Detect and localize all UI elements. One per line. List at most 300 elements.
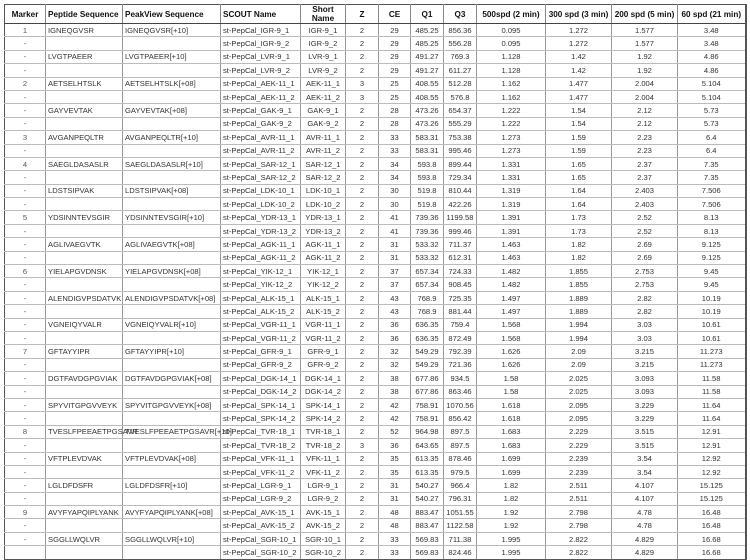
cell-time-500spd: 1.482 — [477, 278, 546, 291]
table-row — [5, 546, 746, 559]
cell-z: 2 — [346, 331, 379, 344]
cell-short-name: IGR-9_1 — [301, 24, 346, 37]
cell-z: 2 — [346, 372, 379, 385]
cell-short-name: VFK-11_1 — [301, 452, 346, 465]
cell-q1: 408.55 — [411, 77, 444, 90]
cell-short-name: SAR-12_1 — [301, 157, 346, 170]
cell-time-500spd: 1.128 — [477, 50, 546, 63]
column-header-scout-name: SCOUT Name — [221, 5, 301, 24]
cell-time-200spd: 2.753 — [612, 265, 678, 278]
cell-peptide-sequence — [46, 224, 123, 237]
cell-peptide-sequence: AVGANPEQLTR — [46, 131, 123, 144]
cell-ce: 36 — [379, 439, 411, 452]
cell-time-500spd: 1.222 — [477, 104, 546, 117]
cell-time-500spd: 1.82 — [477, 479, 546, 492]
cell-marker: 4 — [5, 157, 46, 170]
cell-time-300spd: 1.994 — [546, 331, 612, 344]
cell-short-name: GFR-9_1 — [301, 345, 346, 358]
cell-short-name: LVR-9_2 — [301, 64, 346, 77]
cell-ce: 42 — [379, 412, 411, 425]
cell-marker — [5, 546, 46, 559]
cell-peakview-sequence: LGLDFDSFR[+10] — [123, 479, 221, 492]
cell-z: 2 — [346, 465, 379, 478]
table-row — [5, 412, 746, 425]
cell-time-500spd: 1.92 — [477, 519, 546, 532]
cell-marker: - — [5, 104, 46, 117]
cell-z: 2 — [346, 251, 379, 264]
cell-time-200spd: 4.829 — [612, 532, 678, 545]
cell-short-name: LVR-9_1 — [301, 50, 346, 63]
cell-time-60spd: 8.13 — [678, 211, 746, 224]
cell-q3: 995.46 — [444, 144, 477, 157]
cell-time-300spd: 1.477 — [546, 77, 612, 90]
cell-time-500spd: 1.618 — [477, 412, 546, 425]
cell-q1: 519.8 — [411, 184, 444, 197]
cell-time-500spd: 1.568 — [477, 318, 546, 331]
cell-marker: - — [5, 331, 46, 344]
cell-time-500spd: 1.497 — [477, 305, 546, 318]
cell-time-300spd: 1.73 — [546, 224, 612, 237]
cell-marker: - — [5, 519, 46, 532]
column-header-time-500spd: 500spd (2 min) — [477, 5, 546, 24]
cell-time-500spd: 1.497 — [477, 291, 546, 304]
cell-time-60spd: 10.61 — [678, 318, 746, 331]
cell-time-200spd: 4.78 — [612, 506, 678, 519]
cell-peptide-sequence: AGLIVAEGVTK — [46, 238, 123, 251]
cell-time-500spd: 0.095 — [477, 37, 546, 50]
cell-time-500spd: 1.482 — [477, 265, 546, 278]
cell-time-200spd: 3.229 — [612, 398, 678, 411]
cell-q1: 533.32 — [411, 251, 444, 264]
cell-time-500spd: 1.699 — [477, 452, 546, 465]
cell-time-500spd: 0.095 — [477, 24, 546, 37]
table-row — [5, 90, 746, 103]
cell-time-500spd: 1.683 — [477, 439, 546, 452]
cell-ce: 33 — [379, 546, 411, 559]
cell-time-300spd: 1.59 — [546, 131, 612, 144]
cell-peakview-sequence: YDSINNTEVSGIR[+10] — [123, 211, 221, 224]
table-row — [5, 24, 746, 37]
table-row — [5, 305, 746, 318]
cell-marker: - — [5, 358, 46, 371]
cell-time-200spd: 1.92 — [612, 50, 678, 63]
cell-short-name: LGR-9_1 — [301, 479, 346, 492]
cell-scout-name: st-PepCal_LDK-10_2 — [221, 198, 301, 211]
cell-time-200spd: 3.03 — [612, 318, 678, 331]
cell-time-60spd: 9.125 — [678, 238, 746, 251]
cell-marker: - — [5, 465, 46, 478]
cell-scout-name: st-PepCal_VGR-11_2 — [221, 331, 301, 344]
cell-time-60spd: 7.35 — [678, 157, 746, 170]
cell-ce: 30 — [379, 198, 411, 211]
cell-marker: - — [5, 171, 46, 184]
cell-ce: 28 — [379, 117, 411, 130]
cell-ce: 30 — [379, 184, 411, 197]
cell-time-300spd: 1.855 — [546, 265, 612, 278]
table-row — [5, 519, 746, 532]
cell-scout-name: st-PepCal_YIK-12_2 — [221, 278, 301, 291]
cell-q1: 964.98 — [411, 425, 444, 438]
cell-time-500spd: 1.568 — [477, 331, 546, 344]
cell-peptide-sequence — [46, 492, 123, 505]
cell-peakview-sequence — [123, 412, 221, 425]
cell-time-60spd: 12.92 — [678, 452, 746, 465]
cell-time-200spd: 4.829 — [612, 546, 678, 559]
cell-peptide-sequence: LVGTPAEER — [46, 50, 123, 63]
cell-time-60spd: 9.45 — [678, 278, 746, 291]
cell-short-name: SAR-12_2 — [301, 171, 346, 184]
cell-q1: 768.9 — [411, 305, 444, 318]
cell-marker: - — [5, 251, 46, 264]
table-row — [5, 211, 746, 224]
table-row — [5, 117, 746, 130]
cell-q3: 1122.58 — [444, 519, 477, 532]
peptide-table — [4, 4, 747, 560]
cell-z: 2 — [346, 171, 379, 184]
cell-peakview-sequence — [123, 385, 221, 398]
cell-marker: - — [5, 398, 46, 411]
cell-scout-name: st-PepCal_SPK-14_1 — [221, 398, 301, 411]
cell-time-60spd: 4.86 — [678, 50, 746, 63]
cell-q3: 555.29 — [444, 117, 477, 130]
column-header-ce: CE — [379, 5, 411, 24]
cell-time-300spd: 2.229 — [546, 425, 612, 438]
cell-time-60spd: 15.125 — [678, 479, 746, 492]
cell-marker: 7 — [5, 345, 46, 358]
cell-q1: 491.27 — [411, 50, 444, 63]
cell-z: 2 — [346, 358, 379, 371]
cell-time-60spd: 6.4 — [678, 131, 746, 144]
cell-ce: 38 — [379, 372, 411, 385]
cell-time-60spd: 12.91 — [678, 425, 746, 438]
column-header-marker: Marker — [5, 5, 46, 24]
cell-scout-name: st-PepCal_YDR-13_1 — [221, 211, 301, 224]
cell-time-500spd: 1.463 — [477, 238, 546, 251]
cell-ce: 31 — [379, 479, 411, 492]
cell-q1: 519.8 — [411, 198, 444, 211]
cell-time-500spd: 1.626 — [477, 345, 546, 358]
cell-scout-name: st-PepCal_LGR-9_2 — [221, 492, 301, 505]
cell-z: 2 — [346, 131, 379, 144]
cell-peakview-sequence — [123, 358, 221, 371]
cell-scout-name: st-PepCal_SAR-12_1 — [221, 157, 301, 170]
cell-time-300spd: 1.65 — [546, 157, 612, 170]
cell-peakview-sequence: VFTPLEVDVAK[+08] — [123, 452, 221, 465]
cell-ce: 43 — [379, 291, 411, 304]
cell-peptide-sequence: SPYVITGPGVVEYK — [46, 398, 123, 411]
cell-time-60spd: 10.19 — [678, 305, 746, 318]
cell-z: 2 — [346, 305, 379, 318]
cell-time-60spd: 9.45 — [678, 265, 746, 278]
cell-marker: - — [5, 198, 46, 211]
cell-time-60spd: 16.48 — [678, 506, 746, 519]
cell-q1: 613.35 — [411, 465, 444, 478]
cell-q3: 711.38 — [444, 532, 477, 545]
cell-marker: - — [5, 412, 46, 425]
cell-time-300spd: 2.822 — [546, 532, 612, 545]
cell-scout-name: st-PepCal_IGR-9_2 — [221, 37, 301, 50]
table-row — [5, 291, 746, 304]
cell-q3: 824.46 — [444, 546, 477, 559]
cell-peakview-sequence: LDSTSIPVAK[+08] — [123, 184, 221, 197]
cell-time-60spd: 7.506 — [678, 184, 746, 197]
cell-ce: 25 — [379, 90, 411, 103]
cell-peakview-sequence — [123, 224, 221, 237]
cell-time-500spd: 1.699 — [477, 465, 546, 478]
cell-time-200spd: 3.54 — [612, 465, 678, 478]
cell-q3: 856.42 — [444, 412, 477, 425]
cell-q3: 654.37 — [444, 104, 477, 117]
cell-short-name: AVR-11_1 — [301, 131, 346, 144]
cell-scout-name: st-PepCal_GAK-9_1 — [221, 104, 301, 117]
cell-scout-name: st-PepCal_AVR-11_1 — [221, 131, 301, 144]
cell-q1: 593.8 — [411, 157, 444, 170]
cell-z: 2 — [346, 492, 379, 505]
cell-q1: 583.31 — [411, 144, 444, 157]
cell-q1: 739.36 — [411, 224, 444, 237]
table-row — [5, 372, 746, 385]
cell-q1: 739.36 — [411, 211, 444, 224]
cell-short-name: AVK-15_1 — [301, 506, 346, 519]
cell-time-200spd: 2.82 — [612, 305, 678, 318]
table-row — [5, 157, 746, 170]
cell-time-60spd: 11.273 — [678, 345, 746, 358]
cell-short-name: DGK-14_2 — [301, 385, 346, 398]
cell-marker: - — [5, 305, 46, 318]
table-row — [5, 492, 746, 505]
table-row — [5, 64, 746, 77]
cell-z: 2 — [346, 144, 379, 157]
cell-time-500spd: 1.331 — [477, 171, 546, 184]
cell-z: 2 — [346, 117, 379, 130]
cell-q1: 768.9 — [411, 291, 444, 304]
cell-time-200spd: 3.03 — [612, 331, 678, 344]
cell-peakview-sequence — [123, 278, 221, 291]
cell-marker: - — [5, 385, 46, 398]
cell-marker: - — [5, 238, 46, 251]
table-row — [5, 265, 746, 278]
cell-short-name: GAK-9_1 — [301, 104, 346, 117]
cell-peptide-sequence — [46, 305, 123, 318]
cell-time-300spd: 2.511 — [546, 479, 612, 492]
column-header-time-60spd: 60 spd (21 min) — [678, 5, 746, 24]
cell-time-500spd: 1.683 — [477, 425, 546, 438]
cell-ce: 29 — [379, 64, 411, 77]
cell-scout-name: st-PepCal_AVK-15_1 — [221, 506, 301, 519]
cell-peptide-sequence — [46, 198, 123, 211]
table-row — [5, 278, 746, 291]
cell-ce: 48 — [379, 506, 411, 519]
table-row — [5, 532, 746, 545]
cell-short-name: IGR-9_2 — [301, 37, 346, 50]
cell-time-200spd: 2.23 — [612, 131, 678, 144]
cell-z: 3 — [346, 439, 379, 452]
cell-q1: 657.34 — [411, 278, 444, 291]
cell-q1: 485.25 — [411, 37, 444, 50]
cell-marker: 2 — [5, 77, 46, 90]
cell-q1: 491.27 — [411, 64, 444, 77]
cell-peakview-sequence — [123, 171, 221, 184]
cell-scout-name: st-PepCal_GAK-9_2 — [221, 117, 301, 130]
cell-z: 2 — [346, 479, 379, 492]
cell-short-name: VGR-11_2 — [301, 331, 346, 344]
cell-marker: - — [5, 532, 46, 545]
cell-time-500spd: 1.618 — [477, 398, 546, 411]
cell-time-60spd: 16.48 — [678, 519, 746, 532]
cell-peakview-sequence: AVGANPEQLTR[+10] — [123, 131, 221, 144]
cell-time-300spd: 2.798 — [546, 519, 612, 532]
cell-z: 2 — [346, 398, 379, 411]
cell-q1: 583.31 — [411, 131, 444, 144]
cell-time-60spd: 5.104 — [678, 90, 746, 103]
cell-peptide-sequence — [46, 439, 123, 452]
cell-z: 2 — [346, 211, 379, 224]
cell-time-60spd: 5.73 — [678, 117, 746, 130]
cell-time-500spd: 1.273 — [477, 144, 546, 157]
cell-time-500spd: 1.995 — [477, 532, 546, 545]
cell-z: 2 — [346, 385, 379, 398]
cell-time-200spd: 2.23 — [612, 144, 678, 157]
cell-peptide-sequence: YIELAPGVDNSK — [46, 265, 123, 278]
cell-time-500spd: 1.92 — [477, 506, 546, 519]
cell-q3: 612.31 — [444, 251, 477, 264]
cell-short-name: SPK-14_1 — [301, 398, 346, 411]
cell-ce: 33 — [379, 532, 411, 545]
cell-peakview-sequence: TVESLFPEEAETPGSAVR[+10] — [123, 425, 221, 438]
cell-z: 2 — [346, 425, 379, 438]
table-row — [5, 331, 746, 344]
cell-q1: 677.86 — [411, 385, 444, 398]
cell-scout-name: st-PepCal_AGK-11_1 — [221, 238, 301, 251]
cell-time-60spd: 11.64 — [678, 398, 746, 411]
cell-short-name: YDR-13_2 — [301, 224, 346, 237]
cell-q3: 611.27 — [444, 64, 477, 77]
cell-time-300spd: 1.42 — [546, 50, 612, 63]
cell-q3: 966.4 — [444, 479, 477, 492]
cell-z: 2 — [346, 224, 379, 237]
cell-time-300spd: 1.73 — [546, 211, 612, 224]
cell-marker: - — [5, 184, 46, 197]
cell-time-500spd: 1.128 — [477, 64, 546, 77]
cell-z: 2 — [346, 532, 379, 545]
cell-q3: 897.5 — [444, 439, 477, 452]
cell-short-name: DGK-14_1 — [301, 372, 346, 385]
cell-marker: - — [5, 37, 46, 50]
cell-time-300spd: 2.025 — [546, 372, 612, 385]
cell-scout-name: st-PepCal_SAR-12_2 — [221, 171, 301, 184]
cell-q3: 576.8 — [444, 90, 477, 103]
cell-ce: 36 — [379, 331, 411, 344]
cell-peakview-sequence: AETSELHTSLK[+08] — [123, 77, 221, 90]
table-row — [5, 506, 746, 519]
cell-peptide-sequence: VGNEIQYVALR — [46, 318, 123, 331]
cell-q3: 724.33 — [444, 265, 477, 278]
table-row — [5, 144, 746, 157]
cell-peakview-sequence: LVGTPAEER[+10] — [123, 50, 221, 63]
cell-ce: 41 — [379, 211, 411, 224]
cell-scout-name: st-PepCal_AVR-11_2 — [221, 144, 301, 157]
cell-short-name: AGK-11_2 — [301, 251, 346, 264]
cell-ce: 29 — [379, 37, 411, 50]
cell-peakview-sequence — [123, 492, 221, 505]
cell-marker: 5 — [5, 211, 46, 224]
table-row — [5, 479, 746, 492]
cell-scout-name: st-PepCal_LVR-9_2 — [221, 64, 301, 77]
cell-scout-name: st-PepCal_IGR-9_1 — [221, 24, 301, 37]
cell-scout-name: st-PepCal_LDK-10_1 — [221, 184, 301, 197]
cell-time-200spd: 4.107 — [612, 479, 678, 492]
cell-time-60spd: 5.104 — [678, 77, 746, 90]
table-row — [5, 198, 746, 211]
cell-peptide-sequence — [46, 64, 123, 77]
cell-time-200spd: 4.78 — [612, 519, 678, 532]
cell-marker: - — [5, 117, 46, 130]
cell-peptide-sequence: GAYVEVTAK — [46, 104, 123, 117]
cell-peakview-sequence — [123, 37, 221, 50]
cell-peptide-sequence — [46, 331, 123, 344]
cell-peptide-sequence: YDSINNTEVSGIR — [46, 211, 123, 224]
cell-q1: 473.26 — [411, 117, 444, 130]
cell-q3: 999.46 — [444, 224, 477, 237]
cell-q3: 721.36 — [444, 358, 477, 371]
cell-peakview-sequence — [123, 519, 221, 532]
cell-marker: - — [5, 452, 46, 465]
cell-scout-name: st-PepCal_YDR-13_2 — [221, 224, 301, 237]
cell-time-300spd: 1.64 — [546, 198, 612, 211]
cell-marker: 6 — [5, 265, 46, 278]
cell-time-300spd: 1.54 — [546, 117, 612, 130]
cell-scout-name: st-PepCal_SGR-10_1 — [221, 532, 301, 545]
cell-short-name: AGK-11_1 — [301, 238, 346, 251]
cell-time-60spd: 5.73 — [678, 104, 746, 117]
cell-ce: 29 — [379, 50, 411, 63]
cell-z: 2 — [346, 104, 379, 117]
cell-time-300spd: 2.239 — [546, 452, 612, 465]
table-row — [5, 104, 746, 117]
cell-peptide-sequence: AETSELHTSLK — [46, 77, 123, 90]
cell-scout-name: st-PepCal_ALK-15_2 — [221, 305, 301, 318]
cell-short-name: YIK-12_2 — [301, 278, 346, 291]
cell-peptide-sequence: TVESLFPEEAETPGSAVR — [46, 425, 123, 438]
table-row — [5, 452, 746, 465]
cell-time-200spd: 2.82 — [612, 291, 678, 304]
cell-short-name: GAK-9_2 — [301, 117, 346, 130]
cell-q3: 1051.55 — [444, 506, 477, 519]
cell-time-60spd: 3.48 — [678, 37, 746, 50]
cell-time-60spd: 11.58 — [678, 372, 746, 385]
cell-q3: 556.28 — [444, 37, 477, 50]
cell-scout-name: st-PepCal_LGR-9_1 — [221, 479, 301, 492]
cell-short-name: TVR-18_2 — [301, 439, 346, 452]
cell-time-300spd: 1.889 — [546, 291, 612, 304]
cell-time-200spd: 2.52 — [612, 224, 678, 237]
cell-time-300spd: 2.229 — [546, 439, 612, 452]
cell-time-60spd: 11.58 — [678, 385, 746, 398]
cell-scout-name: st-PepCal_DGK-14_2 — [221, 385, 301, 398]
cell-time-60spd: 6.4 — [678, 144, 746, 157]
cell-peptide-sequence — [46, 117, 123, 130]
cell-peptide-sequence: DGTFAVDGPGVIAK — [46, 372, 123, 385]
cell-short-name: YIK-12_1 — [301, 265, 346, 278]
cell-time-500spd: 1.162 — [477, 90, 546, 103]
cell-scout-name: st-PepCal_AGK-11_2 — [221, 251, 301, 264]
table-row — [5, 398, 746, 411]
cell-q3: 792.39 — [444, 345, 477, 358]
cell-time-500spd: 1.82 — [477, 492, 546, 505]
cell-q3: 729.34 — [444, 171, 477, 184]
cell-q1: 636.35 — [411, 318, 444, 331]
cell-time-200spd: 2.37 — [612, 171, 678, 184]
